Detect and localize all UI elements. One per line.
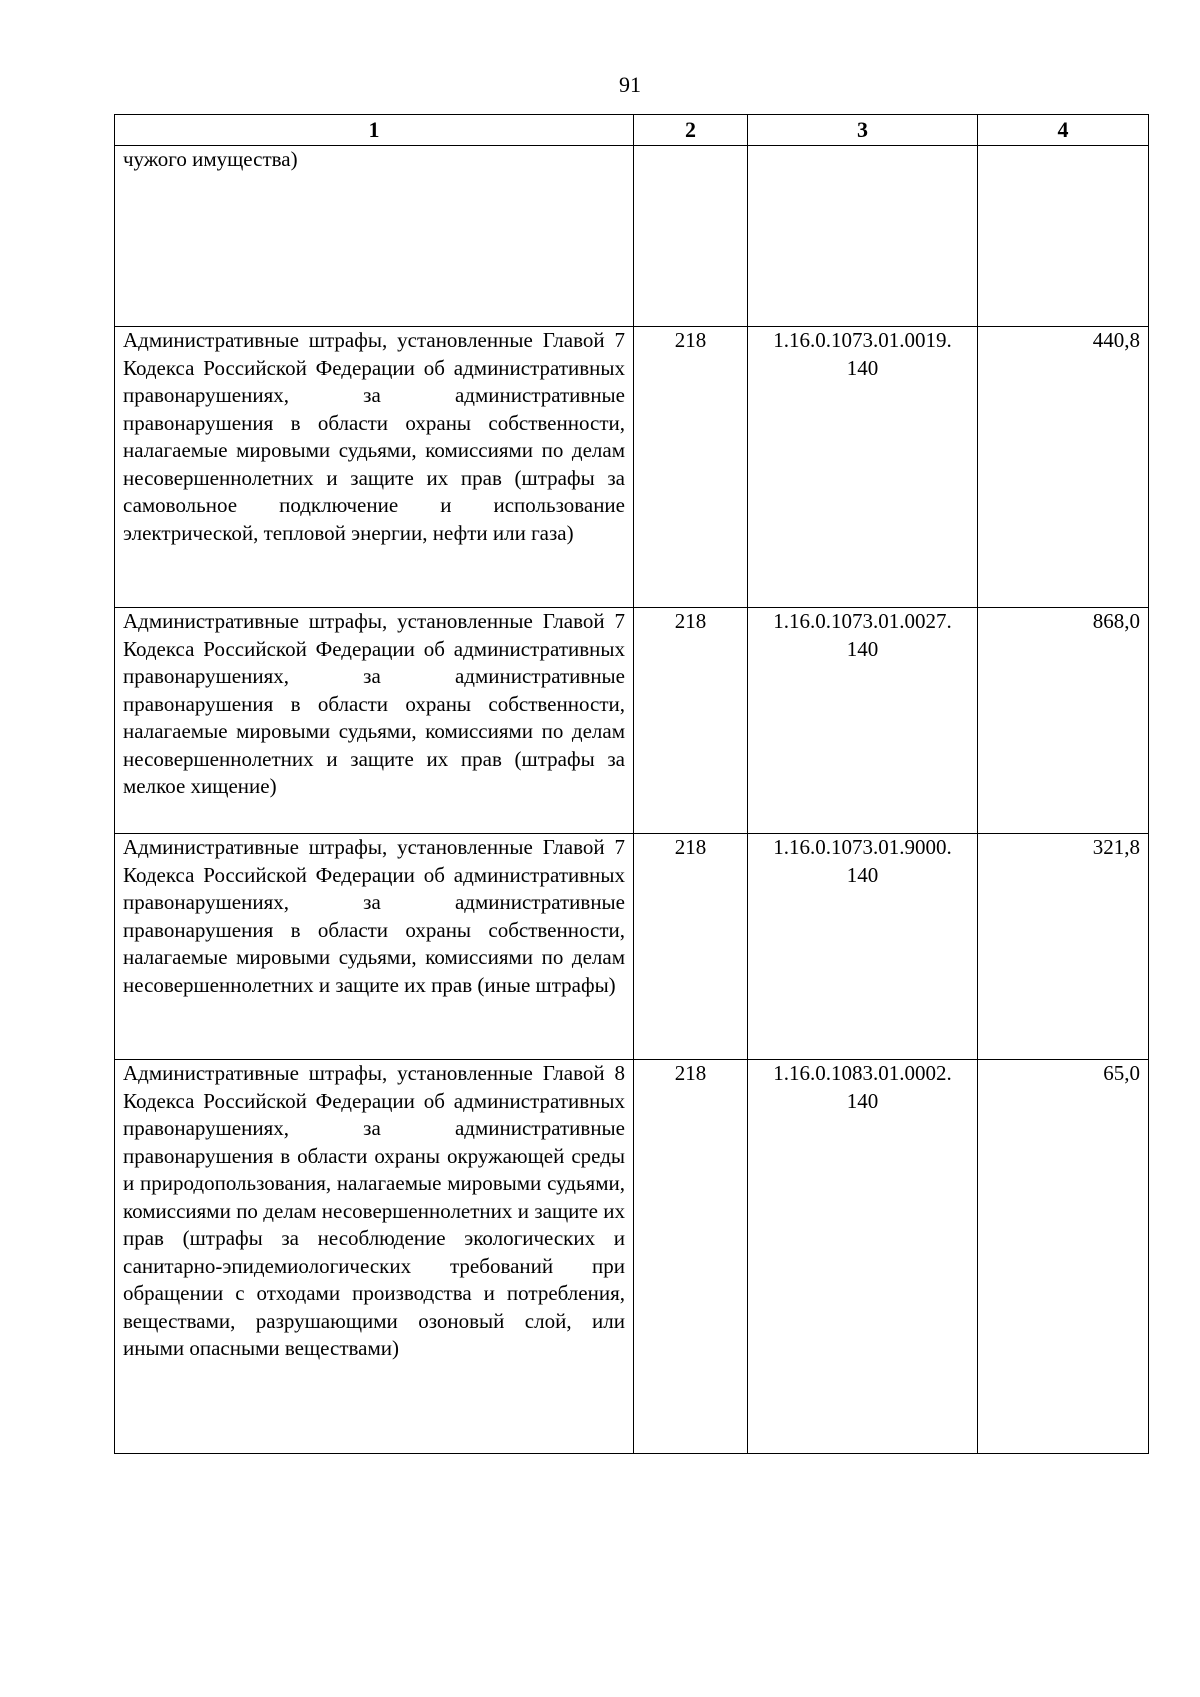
row-code-cell xyxy=(748,146,978,327)
table-row xyxy=(115,327,1149,608)
revenue-table xyxy=(114,114,1149,1454)
row-admin-cell: 218 xyxy=(634,327,748,608)
table-header-row xyxy=(115,115,1149,146)
row-code-cell: 1.16.0.1073.01.9000. 140 xyxy=(748,834,978,1060)
row-admin-cell: 218 xyxy=(634,1060,748,1454)
row-code-cell: 1.16.0.1073.01.0027. 140 xyxy=(748,608,978,834)
row-name-cell: чужого имущества) xyxy=(115,146,634,327)
page-number: 91 xyxy=(619,72,641,97)
column-header-4: 4 xyxy=(978,115,1149,146)
row-name-cell: Административные штрафы, установленные Главой 7 Кодекса Российской Федерации об административных правонарушениях, за административные правонарушения в области охраны собственности, налагаемые мировыми судьями, комиссиями по делам несовершеннолетних и защите их прав (штрафы за самовольное подключение и использование электрической, тепловой энергии, нефти или газа) xyxy=(115,327,634,608)
row-admin-cell: 218 xyxy=(634,608,748,834)
column-header-1: 1 xyxy=(115,115,634,146)
row-admin-cell xyxy=(634,146,748,327)
column-header-3: 3 xyxy=(748,115,978,146)
row-name-cell: Административные штрафы, установленные Главой 7 Кодекса Российской Федерации об административных правонарушениях, за административные правонарушения в области охраны собственности, налагаемые мировыми судьями, комиссиями по делам несовершеннолетних и защите их прав (штрафы за мелкое хищение) xyxy=(115,608,634,834)
row-name-cell: Административные штрафы, установленные Главой 8 Кодекса Российской Федерации об административных правонарушениях, за административные правонарушения в области охраны окружающей среды и природопользования, налагаемые мировыми судьями, комиссиями по делам несовершеннолетних и защите их прав (штрафы за несоблюдение экологических и санитарно-эпидемиологических требований при обращении с отходами производства и потребления, веществами, разрушающими озоновый слой, или иными опасными веществами) xyxy=(115,1060,634,1454)
table-row xyxy=(115,608,1149,834)
row-amount-cell: 440,8 xyxy=(978,327,1149,608)
row-amount-cell: 65,0 xyxy=(978,1060,1149,1454)
row-code-cell: 1.16.0.1083.01.0002. 140 xyxy=(748,1060,978,1454)
row-amount-cell: 868,0 xyxy=(978,608,1149,834)
row-amount-cell: 321,8 xyxy=(978,834,1149,1060)
column-header-2: 2 xyxy=(634,115,748,146)
row-name-cell: Административные штрафы, установленные Главой 7 Кодекса Российской Федерации об административных правонарушениях, за административные правонарушения в области охраны собственности, налагаемые мировыми судьями, комиссиями по делам несовершеннолетних и защите их прав (иные штрафы) xyxy=(115,834,634,1060)
table-row xyxy=(115,1060,1149,1454)
row-admin-cell: 218 xyxy=(634,834,748,1060)
table-row xyxy=(115,146,1149,327)
row-code-cell: 1.16.0.1073.01.0019. 140 xyxy=(748,327,978,608)
row-amount-cell xyxy=(978,146,1149,327)
table-row xyxy=(115,834,1149,1060)
